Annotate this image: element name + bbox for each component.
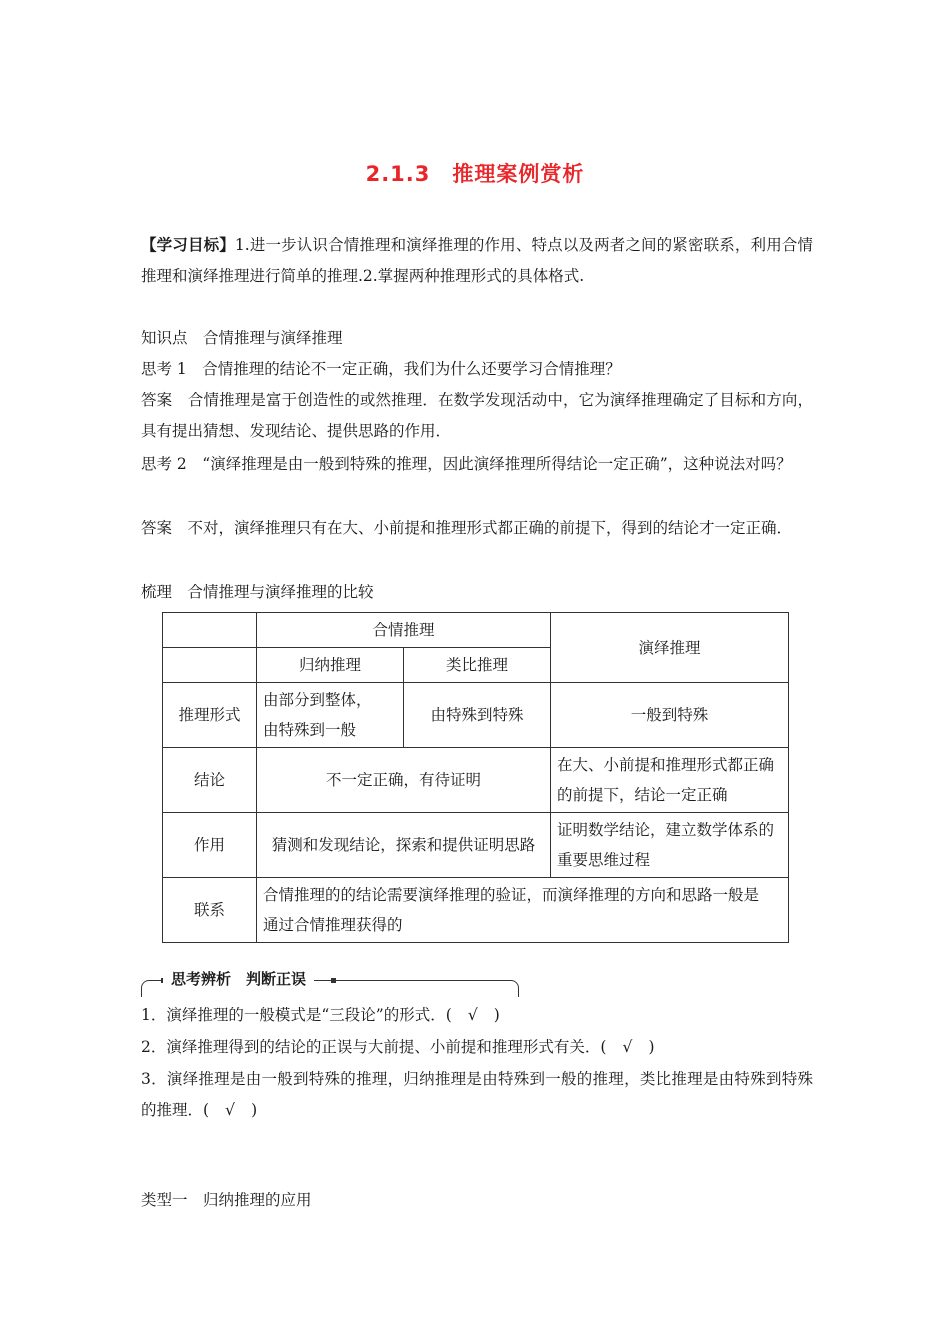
check-mark: √ (225, 1101, 236, 1119)
think2-answer: 答案 不对，演绎推理只有在大、小前提和推理形式都正确的前提下，得到的结论才一定正确． (141, 519, 793, 537)
cell-deductive-conclusion: 在大、小前提和推理形式都正确的前提下，结论一定正确 (551, 748, 789, 813)
row-label-conclusion: 结论 (163, 748, 257, 813)
learning-objectives (141, 230, 813, 292)
judgment-item: 3．演绎推理是由一般到特殊的推理，归纳推理是由特殊到一般的推理，类比推理是由特殊到特殊的推理．( √ ) (141, 1064, 813, 1126)
section-banner (141, 968, 519, 998)
judgment-text: 2．演绎推理得到的结论的正误与大前提、小前提和推理形式有关． (141, 1038, 601, 1056)
table-corner (163, 613, 257, 648)
objectives-text: 1.进一步认识合情推理和演绎推理的作用、特点以及两者之间的紧密联系，利用合情推理和演绎推理进行简单的推理.2.掌握两种推理形式的具体格式. (141, 236, 813, 285)
type1-heading: 类型一 归纳推理的应用 (141, 1191, 312, 1209)
check-mark: √ (467, 1006, 478, 1024)
row-label-relation: 联系 (163, 878, 257, 943)
row-label-role: 作用 (163, 813, 257, 878)
banner-square-right (331, 978, 336, 983)
judgment-text: 3．演绎推理是由一般到特殊的推理，归纳推理是由特殊到一般的推理，类比推理是由特殊到特殊的推理． (141, 1070, 813, 1119)
judgment-text: 1．演绎推理的一般模式是“三段论”的形式． (141, 1006, 446, 1024)
comparison-table (162, 612, 789, 943)
header-induction: 归纳推理 (257, 648, 404, 683)
cell-relation: 合情推理的的结论需要演绎推理的验证，而演绎推理的方向和思路一般是通过合情推理获得的 (257, 878, 789, 943)
header-analogy: 类比推理 (404, 648, 551, 683)
think1-question: 思考 1 合情推理的结论不一定正确，我们为什么还要学习合情推理？ (141, 360, 621, 378)
row-label-form: 推理形式 (163, 683, 257, 748)
judgment-item: 2．演绎推理得到的结论的正误与大前提、小前提和推理形式有关．( √ ) (141, 1032, 813, 1063)
cell-deductive-form: 一般到特殊 (551, 683, 789, 748)
induction-form-line1: 由部分到整体， (263, 691, 372, 709)
banner-label: 思考辨析 判断正误 (163, 968, 314, 989)
header-plausible: 合情推理 (257, 613, 551, 648)
think1-answer: 答案 合情推理是富于创造性的或然推理．在数学发现活动中，它为演绎推理确定了目标和方向，具有提出猜想、发现结论、提供思路的作用． (141, 391, 813, 440)
judgment-item: 1．演绎推理的一般模式是“三段论”的形式．( √ ) (141, 1000, 813, 1031)
knowledge-point-heading: 知识点 合情推理与演绎推理 (141, 329, 343, 347)
cell-plausible-conclusion: 不一定正确，有待证明 (257, 748, 551, 813)
page-title: 2.1.3 推理案例赏析 (365, 162, 585, 186)
table-corner-2 (163, 648, 257, 683)
cell-induction-form (257, 683, 404, 748)
summary-heading: 梳理 合情推理与演绎推理的比较 (141, 583, 374, 601)
cell-plausible-role: 猜测和发现结论，探索和提供证明思路 (257, 813, 551, 878)
objectives-tag: 【学习目标】 (141, 236, 235, 254)
cell-analogy-form: 由特殊到特殊 (404, 683, 551, 748)
think2-question: 思考 2 “演绎推理是由一般到特殊的推理，因此演绎推理所得结论一定正确”，这种说法对吗？ (141, 455, 792, 473)
header-deductive: 演绎推理 (551, 613, 789, 683)
cell-deductive-role: 证明数学结论，建立数学体系的重要思维过程 (551, 813, 789, 878)
check-mark: √ (622, 1038, 633, 1056)
induction-form-line2: 由特殊到一般 (263, 721, 357, 739)
